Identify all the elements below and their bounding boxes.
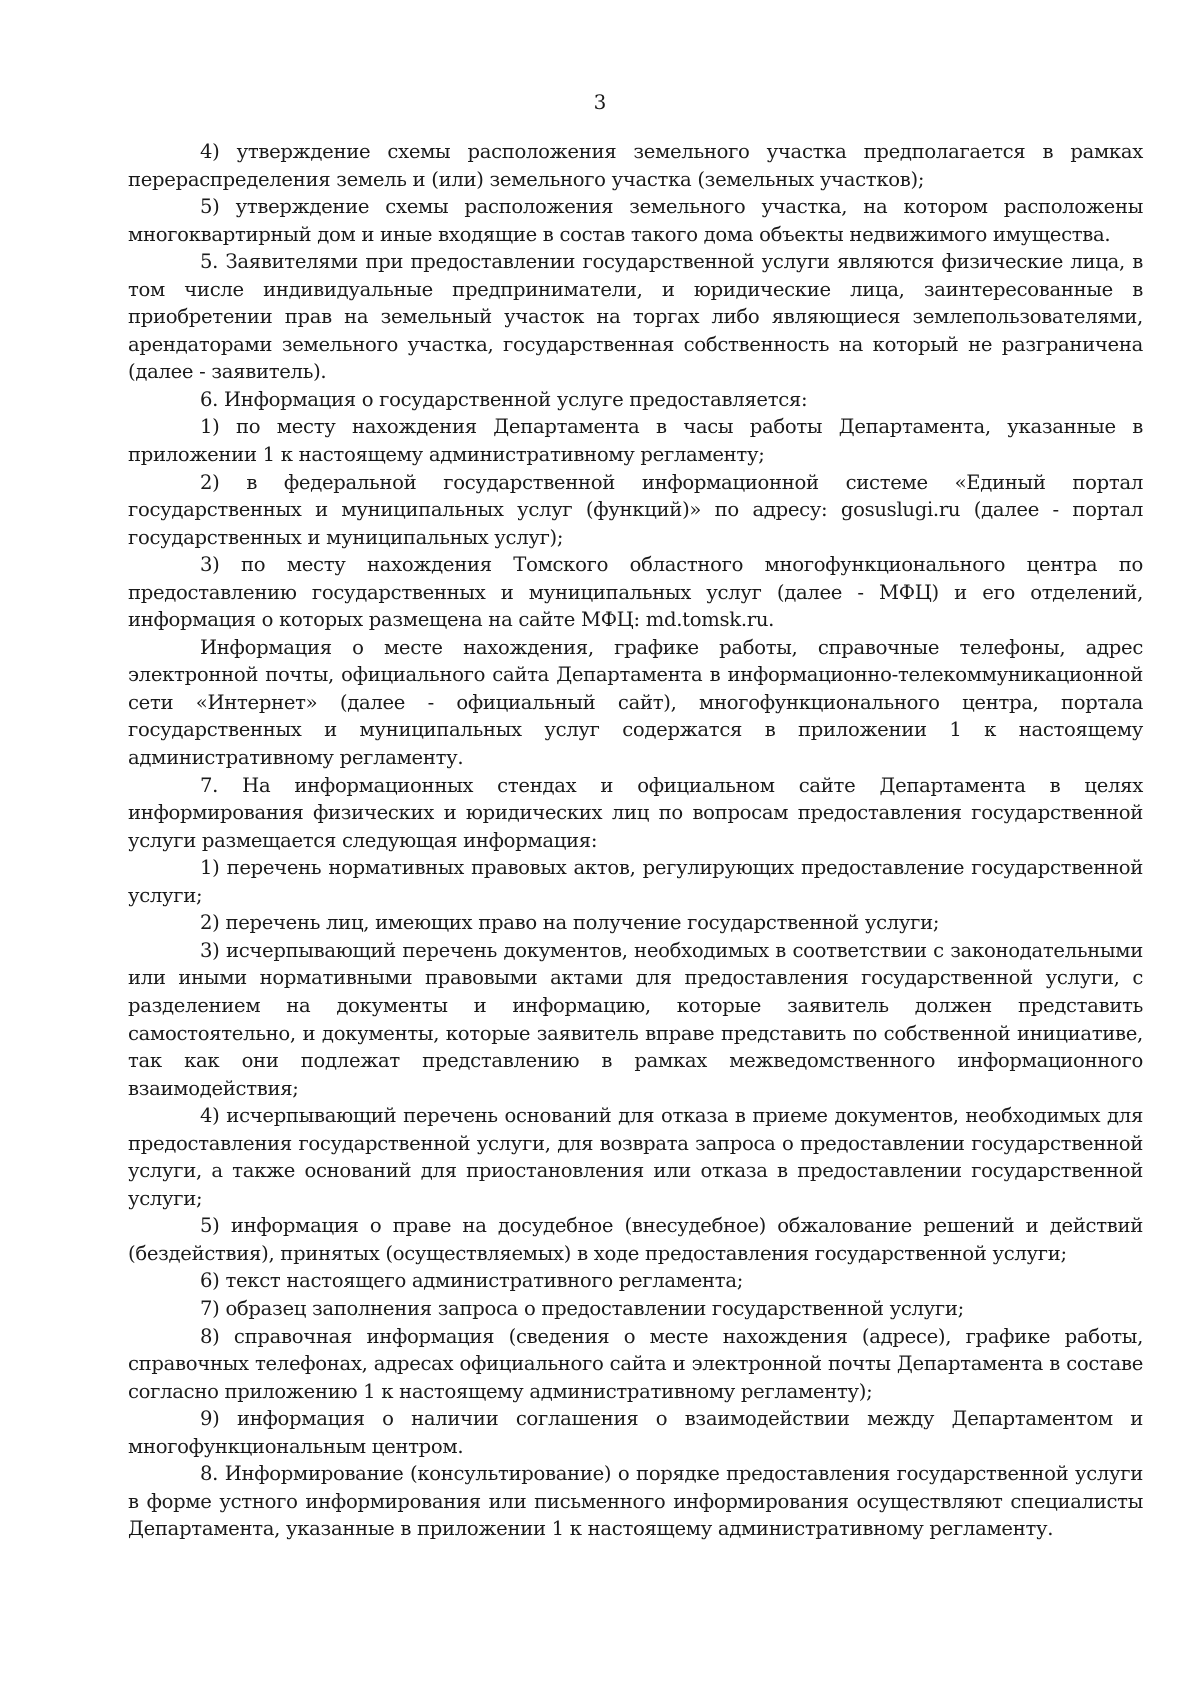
paragraph-6-3-mfc: 3) по месту нахождения Томского областного многофункционального центра по предоставлению государственных и муниципальных услуг (далее - МФЦ) и его отделений, информация о которых размещена на сайте МФЦ: md.tomsk.ru. — [128, 553, 1143, 632]
paragraph-7-5-appeal: 5) информация о праве на досудебное (внесудебное) обжалование решений и действий (бездействия), принятых (осуществляемых) в ходе предоставления государственной услуги; — [128, 1214, 1143, 1265]
document-body — [128, 138, 1143, 1543]
paragraph-7-6-regulation-text: 6) текст настоящего административного регламента; — [200, 1269, 744, 1293]
page-number: 3 — [593, 90, 607, 114]
paragraph-7-3-documents: 3) исчерпывающий перечень документов, необходимых в соответствии с законодательными или иными нормативными правовыми актами для предоставления государственной услуги, с разделением на документы и информацию, которые заявитель должен представить самостоятельно, и документы, которые заявитель вправе представить по собственной инициативе, так как они подлежат представлению в рамках межведомственного информационного взаимодействия; — [128, 938, 1143, 1100]
paragraph-7-2-persons: 2) перечень лиц, имеющих право на получение государственной услуги; — [200, 911, 940, 935]
paragraph-7-9-agreement: 9) информация о наличии соглашения о взаимодействии между Департаментом и многофункциональным центром. — [128, 1407, 1143, 1458]
paragraph-contact-info: Информация о месте нахождения, графике работы, справочные телефоны, адрес электронной почты, официального сайта Департамента в информационно-телекоммуникационной сети «Интернет» (далее - официальный сайт), многофункционального центра, портала государственных и муниципальных услуг содержатся в приложении 1 к настоящему административному регламенту. — [128, 635, 1143, 770]
paragraph-section-7-stands: 7. На информационных стендах и официальном сайте Департамента в целях информирования физических и юридических лиц по вопросам предоставления государственной услуги размещается следующая информация: — [128, 773, 1143, 852]
paragraph-7-4-refusal-grounds: 4) исчерпывающий перечень оснований для отказа в приеме документов, необходимых для предоставления государственной услуги, для возврата запроса о предоставлении государственной услуги, а также оснований для приостановления или отказа в предоставлении государственной услуги; — [128, 1104, 1143, 1210]
paragraph-7-1-legal-acts: 1) перечень нормативных правовых актов, регулирующих предоставление государственной услуги; — [128, 856, 1143, 907]
paragraph-7-7-request-sample: 7) образец заполнения запроса о предоставлении государственной услуги; — [200, 1296, 964, 1320]
paragraph-item-5-apartment-building: 5) утверждение схемы расположения земельного участка, на котором расположены многоквартирный дом и иные входящие в состав такого дома объекты недвижимого имущества. — [128, 195, 1143, 246]
paragraph-section-8-consulting: 8. Информирование (консультирование) о порядке предоставления государственной услуги в форме устного информирования или письменного информирования осуществляют специалисты Департамента, указанные в приложении 1 к настоящему административному регламенту. — [128, 1462, 1143, 1541]
paragraph-section-6-information: 6. Информация о государственной услуге предоставляется: — [200, 387, 808, 411]
paragraph-item-4-redistribution: 4) утверждение схемы расположения земельного участка предполагается в рамках перераспределения земель и (или) земельного участка (земельных участков); — [128, 140, 1143, 191]
paragraph-7-8-reference-info: 8) справочная информация (сведения о месте нахождения (адресе), графике работы, справочных телефонах, адресах официального сайта и электронной почты Департамента в составе согласно приложению 1 к настоящему административному регламенту); — [128, 1324, 1143, 1403]
paragraph-6-2-federal-portal: 2) в федеральной государственной информационной системе «Единый портал государственных и муниципальных услуг (функций)» по адресу: gosuslugi.ru (далее - портал государственных и муниципальных услуг); — [128, 470, 1143, 549]
paragraph-section-5-applicants: 5. Заявителями при предоставлении государственной услуги являются физические лица, в том числе индивидуальные предприниматели, и юридические лица, заинтересованные в приобретении прав на земельный участок на торгах либо являющиеся землепользователями, арендаторами земельного участка, государственная собственность на который не разграничена (далее - заявитель). — [128, 250, 1143, 384]
paragraph-6-1-department-location: 1) по месту нахождения Департамента в часы работы Департамента, указанные в приложении 1 к настоящему административному регламенту; — [128, 415, 1143, 467]
